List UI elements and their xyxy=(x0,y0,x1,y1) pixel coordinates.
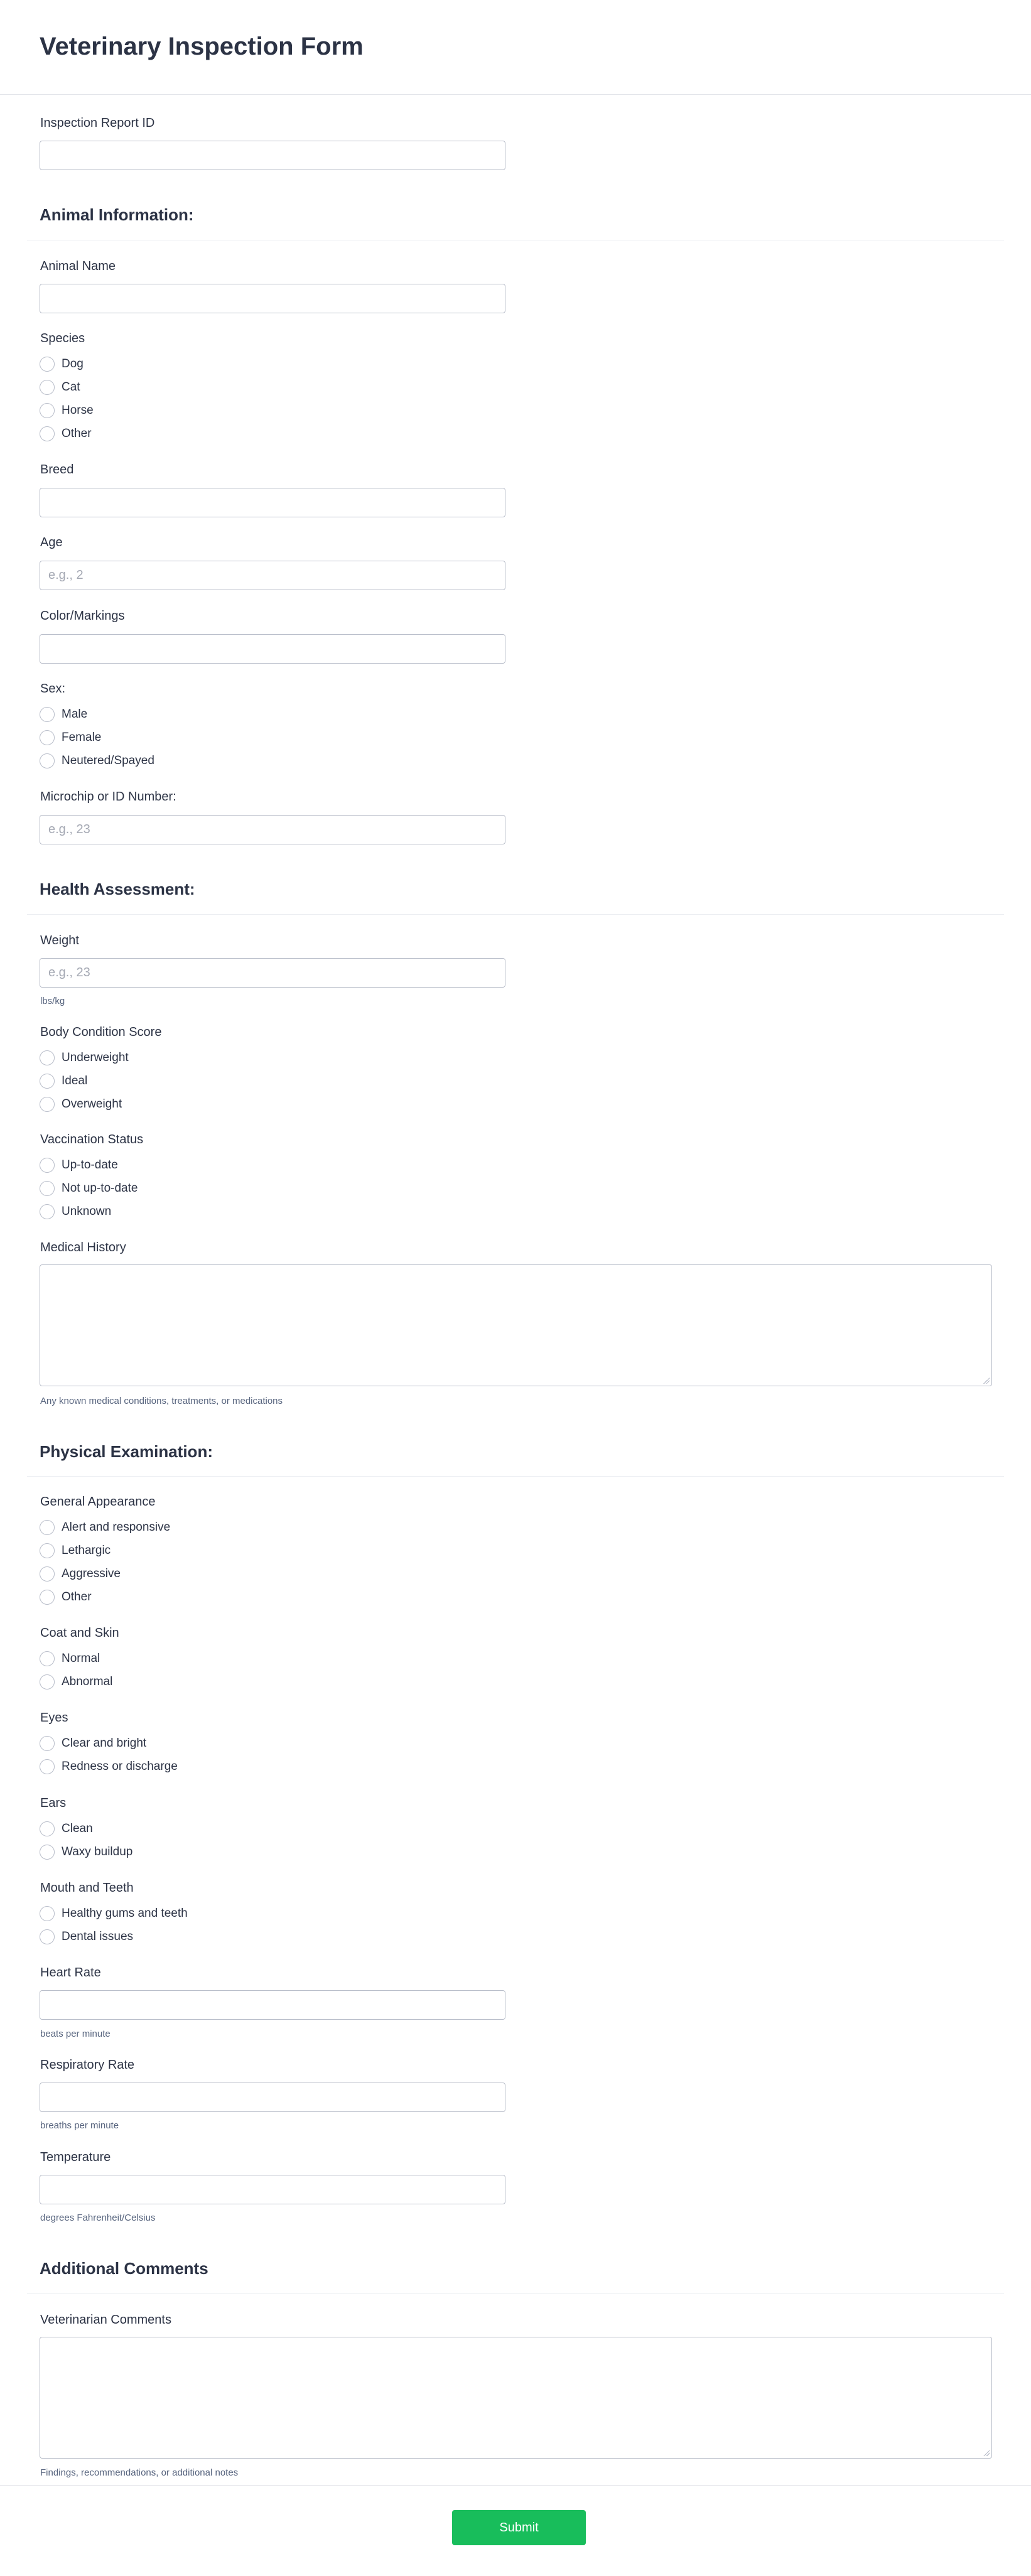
radio-label: Cat xyxy=(62,380,80,394)
radio-button[interactable] xyxy=(40,707,55,722)
radio-button[interactable] xyxy=(40,1651,55,1666)
section-divider xyxy=(27,914,1004,915)
age-label: Age xyxy=(40,536,63,549)
radio-button[interactable] xyxy=(40,1845,55,1860)
general-appearance-radio-group xyxy=(40,1519,170,1605)
vaccination-radio-group xyxy=(40,1157,138,1220)
radio-button[interactable] xyxy=(40,1181,55,1196)
radio-button[interactable] xyxy=(40,730,55,745)
coat-skin-option-normal[interactable] xyxy=(40,1651,112,1667)
breed-input[interactable] xyxy=(40,488,505,517)
ears-label: Ears xyxy=(40,1796,67,1810)
radio-label: Up-to-date xyxy=(62,1158,118,1172)
sex-option-male[interactable] xyxy=(40,706,154,723)
radio-label: Horse xyxy=(62,404,94,417)
heart-rate-sublabel: beats per minute xyxy=(40,2029,111,2039)
radio-label: Clean xyxy=(62,1822,93,1835)
radio-label: Clear and bright xyxy=(62,1737,147,1750)
species-label: Species xyxy=(40,331,85,345)
radio-label: Waxy buildup xyxy=(62,1845,133,1858)
species-option-cat[interactable] xyxy=(40,379,94,396)
radio-button[interactable] xyxy=(40,1204,55,1219)
ears-option-clean[interactable] xyxy=(40,1821,132,1837)
mouth-teeth-radio-group xyxy=(40,1905,188,1945)
coat-skin-label: Coat and Skin xyxy=(40,1626,119,1640)
radio-button[interactable] xyxy=(40,1158,55,1173)
radio-label: Dental issues xyxy=(62,1930,134,1943)
temperature-label: Temperature xyxy=(40,2150,111,2164)
radio-button[interactable] xyxy=(40,1674,55,1689)
general-appearance-option-alert[interactable] xyxy=(40,1519,170,1536)
weight-sublabel: lbs/kg xyxy=(40,996,65,1006)
temperature-input[interactable] xyxy=(40,2175,505,2204)
general-appearance-option-aggressive[interactable] xyxy=(40,1566,170,1582)
eyes-radio-group xyxy=(40,1735,178,1775)
radio-label: Aggressive xyxy=(62,1567,121,1580)
radio-button[interactable] xyxy=(40,1520,55,1535)
color-markings-input[interactable] xyxy=(40,634,505,664)
respiratory-rate-input[interactable] xyxy=(40,2083,505,2112)
radio-label: Unknown xyxy=(62,1205,112,1218)
radio-button[interactable] xyxy=(40,380,55,395)
radio-button[interactable] xyxy=(40,1736,55,1751)
heart-rate-input[interactable] xyxy=(40,1990,505,2020)
vet-comments-textarea[interactable] xyxy=(40,2337,992,2459)
radio-button[interactable] xyxy=(40,1906,55,1921)
radio-button[interactable] xyxy=(40,1590,55,1605)
general-appearance-option-other[interactable] xyxy=(40,1589,170,1605)
age-input[interactable] xyxy=(40,561,505,590)
weight-label: Weight xyxy=(40,934,79,947)
radio-label: Redness or discharge xyxy=(62,1760,178,1773)
vaccination-option-not-up-to-date[interactable] xyxy=(40,1180,138,1197)
sex-radio-group xyxy=(40,706,154,769)
respiratory-rate-sublabel: breaths per minute xyxy=(40,2120,119,2131)
breed-label: Breed xyxy=(40,463,74,477)
radio-button[interactable] xyxy=(40,1050,55,1065)
vet-comments-wrapper xyxy=(40,2337,992,2459)
mouth-teeth-option-dental-issues[interactable] xyxy=(40,1929,188,1945)
body-condition-option-underweight[interactable] xyxy=(40,1050,129,1066)
section-animal-information: Animal Information: xyxy=(40,205,194,224)
form-footer xyxy=(0,2485,1031,2576)
eyes-option-clear[interactable] xyxy=(40,1735,178,1752)
medical-history-textarea[interactable] xyxy=(40,1264,992,1386)
animal-name-input[interactable] xyxy=(40,284,505,313)
radio-label: Lethargic xyxy=(62,1544,111,1557)
respiratory-rate-label: Respiratory Rate xyxy=(40,2058,135,2072)
general-appearance-label: General Appearance xyxy=(40,1495,156,1509)
sex-label: Sex: xyxy=(40,682,66,696)
inspection-report-id-input[interactable] xyxy=(40,141,505,170)
mouth-teeth-option-healthy[interactable] xyxy=(40,1905,188,1922)
radio-label: Male xyxy=(62,708,88,721)
medical-history-sublabel: Any known medical conditions, treatments, or medications xyxy=(40,1396,283,1406)
sex-option-neutered-spayed[interactable] xyxy=(40,753,154,769)
section-physical-examination: Physical Examination: xyxy=(40,1442,213,1461)
radio-button[interactable] xyxy=(40,426,55,441)
form-header xyxy=(0,0,1031,95)
weight-input[interactable] xyxy=(40,958,505,988)
medical-history-label: Medical History xyxy=(40,1241,126,1254)
body-condition-label: Body Condition Score xyxy=(40,1025,162,1039)
species-option-horse[interactable] xyxy=(40,402,94,419)
radio-label: Other xyxy=(62,427,92,440)
radio-label: Alert and responsive xyxy=(62,1521,171,1534)
radio-button[interactable] xyxy=(40,1759,55,1774)
ears-radio-group xyxy=(40,1821,132,1860)
radio-button[interactable] xyxy=(40,1097,55,1112)
vet-comments-sublabel: Findings, recommendations, or additional notes xyxy=(40,2467,239,2478)
section-divider xyxy=(27,1476,1004,1477)
eyes-label: Eyes xyxy=(40,1711,68,1725)
radio-button[interactable] xyxy=(40,1074,55,1089)
radio-button[interactable] xyxy=(40,1821,55,1836)
submit-button[interactable]: Submit xyxy=(452,2510,586,2545)
color-markings-label: Color/Markings xyxy=(40,609,125,623)
radio-label: Normal xyxy=(62,1652,100,1665)
section-health-assessment: Health Assessment: xyxy=(40,880,195,898)
vaccination-label: Vaccination Status xyxy=(40,1133,144,1146)
radio-button[interactable] xyxy=(40,1543,55,1558)
radio-label: Ideal xyxy=(62,1074,88,1087)
radio-label: Not up-to-date xyxy=(62,1182,138,1195)
ears-option-waxy-buildup[interactable] xyxy=(40,1844,132,1860)
resize-handle-icon[interactable] xyxy=(983,1377,990,1384)
radio-button[interactable] xyxy=(40,753,55,768)
radio-label: Other xyxy=(62,1590,92,1603)
eyes-option-redness[interactable] xyxy=(40,1759,178,1775)
radio-label: Dog xyxy=(62,357,84,370)
form-title: Veterinary Inspection Form xyxy=(40,33,364,60)
vaccination-option-up-to-date[interactable] xyxy=(40,1157,138,1173)
radio-button[interactable] xyxy=(40,357,55,372)
coat-skin-radio-group xyxy=(40,1651,112,1690)
animal-name-label: Animal Name xyxy=(40,259,116,273)
temperature-sublabel: degrees Fahrenheit/Celsius xyxy=(40,2212,156,2223)
radio-button[interactable] xyxy=(40,1929,55,1944)
coat-skin-option-abnormal[interactable] xyxy=(40,1674,112,1690)
vaccination-option-unknown[interactable] xyxy=(40,1204,138,1220)
body-condition-radio-group xyxy=(40,1050,129,1113)
medical-history-wrapper xyxy=(40,1264,992,1386)
radio-label: Female xyxy=(62,731,102,744)
resize-handle-icon[interactable] xyxy=(983,2450,990,2456)
radio-label: Abnormal xyxy=(62,1675,113,1688)
section-divider xyxy=(27,2293,1004,2294)
general-appearance-option-lethargic[interactable] xyxy=(40,1543,170,1559)
body-condition-option-overweight[interactable] xyxy=(40,1096,129,1113)
vet-comments-label: Veterinarian Comments xyxy=(40,2313,171,2327)
sex-option-female[interactable] xyxy=(40,730,154,746)
inspection-report-id-label: Inspection Report ID xyxy=(40,116,155,130)
species-option-other[interactable] xyxy=(40,426,94,442)
microchip-label: Microchip or ID Number: xyxy=(40,790,176,804)
microchip-input[interactable] xyxy=(40,815,505,844)
radio-label: Overweight xyxy=(62,1097,122,1111)
radio-label: Underweight xyxy=(62,1051,129,1064)
heart-rate-label: Heart Rate xyxy=(40,1966,101,1980)
mouth-teeth-label: Mouth and Teeth xyxy=(40,1881,134,1895)
radio-label: Neutered/Spayed xyxy=(62,754,154,767)
radio-button[interactable] xyxy=(40,403,55,418)
species-option-dog[interactable] xyxy=(40,356,94,372)
species-radio-group xyxy=(40,356,94,442)
section-additional-comments: Additional Comments xyxy=(40,2259,208,2278)
radio-label: Healthy gums and teeth xyxy=(62,1907,188,1920)
radio-button[interactable] xyxy=(40,1566,55,1582)
body-condition-option-ideal[interactable] xyxy=(40,1073,129,1089)
